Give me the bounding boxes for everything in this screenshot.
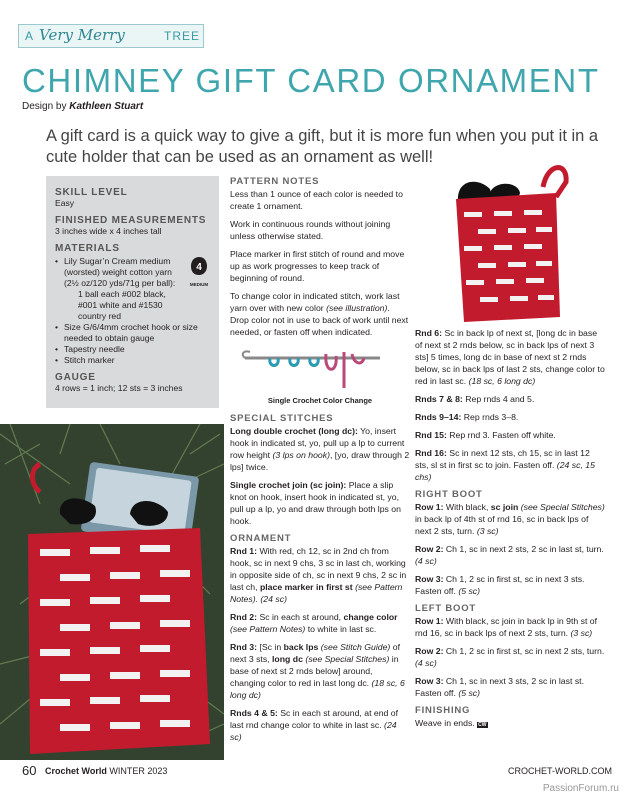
cw-end-mark: CW <box>478 722 487 728</box>
pattern-column-right <box>415 327 605 737</box>
page-title: CHIMNEY GIFT CARD ORNAMENT <box>22 62 600 99</box>
list-item <box>55 256 210 322</box>
round-instruction: Rnds 7 & 8: Rep rnds 4 and 5. <box>415 394 535 404</box>
notes-heading: PATTERN NOTES <box>230 176 320 187</box>
materials-list <box>55 256 210 366</box>
ornament-heading: ORNAMENT <box>230 533 292 544</box>
row-instruction: Row 2: Ch 1, sc in next 2 sts, 2 sc in last st, turn. (4 sc) <box>415 544 604 566</box>
right-boot-heading: RIGHT BOOT <box>415 489 483 500</box>
measure-value: 3 inches wide x 4 inches tall <box>55 226 162 236</box>
special-heading: SPECIAL STITCHES <box>230 413 334 424</box>
skill-value: Easy <box>55 198 75 208</box>
ornament-photo <box>0 424 224 760</box>
badge-label: MEDIUM <box>189 282 209 287</box>
designer-name: Kathleen Stuart <box>69 101 144 112</box>
left-boot-heading: LEFT BOOT <box>415 603 477 614</box>
note-paragraph: Less than 1 ounce of each color is needed to create 1 ornament. <box>230 189 403 211</box>
list-item: • Tapestry needle <box>55 344 210 355</box>
row-instruction: Row 3: Ch 1, sc in next 3 sts, 2 sc in last st. Fasten off. (5 sc) <box>415 676 584 698</box>
note-paragraph: Work in continuous rounds without joining unless otherwise stated. <box>230 219 391 241</box>
yarn-text: Lily Sugar’n Cream medium (worsted) weight cotton yarn (2½ oz/120 yds/71g per ball): <box>64 256 176 288</box>
list-item: • Size G/6/4mm crochet hook or size needed to obtain gauge <box>55 322 210 344</box>
materials-heading: MATERIALS <box>55 243 120 254</box>
measure-heading: FINISHED MEASUREMENTS <box>55 215 207 226</box>
row-instruction: Row 3: Ch 1, 2 sc in first st, sc in next 3 sts. Fasten off. (5 sc) <box>415 574 585 596</box>
website: CROCHET-WORLD.COM <box>508 766 612 776</box>
row-instruction: Row 1: With black, sc join (see Special Stitches) in back lp of 4th st of rnd 16, sc in back lps of next 2 sts, turn. (3 sc) <box>415 502 605 536</box>
round-instruction: Rnds 9–14: Rep rnds 3–8. <box>415 412 519 422</box>
list-item: • Stitch marker <box>55 355 210 366</box>
note-paragraph: Place marker in first stitch of round and move up as work progresses to keep track of beginning of round. <box>230 249 405 283</box>
finishing-text: Weave in ends. CW <box>415 718 487 728</box>
finishing-heading: FINISHING <box>415 705 471 716</box>
banner-prefix: A <box>25 29 35 43</box>
ornament-photo-white-bg <box>448 157 573 322</box>
intro-text: A gift card is a quick way to give a gift, but it is more fun when you put it in a cute holder that can be used as an ornament as well! <box>46 127 599 166</box>
watermark: PassionForum.ru <box>542 783 619 794</box>
banner-script: Very Merry <box>39 26 125 44</box>
gauge-value: 4 rows = 1 inch; 12 sts = 3 inches <box>55 383 183 393</box>
round-instruction: Rnd 3: [Sc in back lps (see Stitch Guide) of next 3 sts, long dc (see Special Stitches) in base of next st 2 rnds below] around, changing color to red in last long dc. (18 sc, 6 long dc) <box>230 642 405 700</box>
yarn-balls: 1 ball each #002 black, #001 white and #1530 country red <box>78 289 166 321</box>
round-instruction: Rnds 4 & 5: Sc in each st around, at end of last rnd change color to white in last sc. (24 sc) <box>230 708 399 742</box>
banner-suffix: TREE <box>164 29 201 43</box>
round-instruction: Rnd 6: Sc in back lp of next st, [long dc in base of next st 2 rnds below, sc in back lps of next 3 sts] 5 times, long dc in base of next st 2 rnds below, sc in back lps of last 2 sts, change color to red in last sc. (18 sc, 6 long dc) <box>415 328 605 386</box>
special-stitch: Single crochet join (sc join): Place a slip knot on hook, insert hook in indicated st, yo, pull up a lp, yo and draw through both lps on hook. <box>230 480 401 526</box>
series-banner <box>18 24 204 48</box>
materials-sidebar <box>46 176 219 408</box>
svg-text:4: 4 <box>196 262 202 273</box>
round-instruction: Rnd 15: Rep rnd 3. Fasten off white. <box>415 430 556 440</box>
magazine-name: Crochet World WINTER 2023 <box>45 766 168 776</box>
yarn-ball-icon <box>190 256 208 276</box>
gauge-heading: GAUGE <box>55 372 96 383</box>
round-instruction: Rnd 16: Sc in next 12 sts, ch 15, sc in last 12 sts, sl st in first sc to join. Fasten off. (24 sc, 15 chs) <box>415 448 595 482</box>
skill-heading: SKILL LEVEL <box>55 187 128 198</box>
color-change-illustration <box>230 344 410 392</box>
yarn-weight-badge <box>188 256 210 290</box>
illustration-caption: Single Crochet Color Change <box>267 396 373 405</box>
note-paragraph: To change color in indicated stitch, work last yarn over with new color (see illustration). Drop color not in use to back of work until next needed, or fasten off when indicated. <box>230 291 409 337</box>
round-instruction: Rnd 1: With red, ch 12, sc in 2nd ch from hook, sc in next 9 chs, 3 sc in last ch, working in opposite side of ch, sc in next 9 chs, 2 sc in last ch, place marker in first st (see Pattern Notes). (24 sc) <box>230 546 407 604</box>
row-instruction: Row 2: Ch 1, 2 sc in first st, sc in next 2 sts, turn. (4 sc) <box>415 646 605 668</box>
row-instruction: Row 1: With black, sc join in back lp in 9th st of rnd 16, sc in back lps of next 2 sts, turn. (3 sc) <box>415 616 598 638</box>
round-instruction: Rnd 2: Sc in each st around, change color (see Pattern Notes) to white in last sc. <box>230 612 398 634</box>
pattern-column-middle <box>230 176 410 749</box>
special-stitch: Long double crochet (long dc): Yo, insert hook in indicated st, yo, pull up a lp to current row height (3 lps on hook), [yo, draw through 2 lps] twice. <box>230 426 410 472</box>
byline <box>22 101 143 112</box>
byline-prefix: Design by <box>22 101 70 112</box>
page-number: 60 <box>22 763 37 778</box>
